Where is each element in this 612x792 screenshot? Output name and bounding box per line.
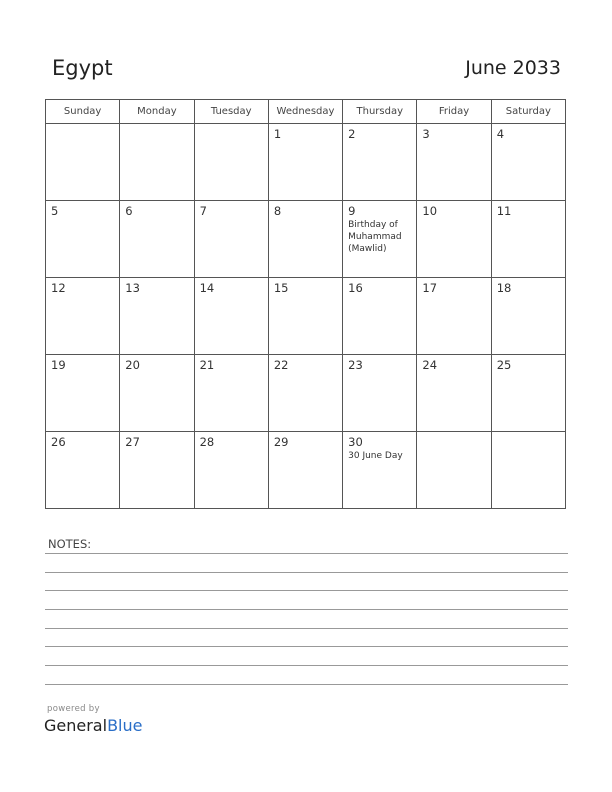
- day-cell: [343, 355, 417, 432]
- weekday-saturday: Saturday: [491, 100, 565, 124]
- day-cell: [491, 124, 565, 201]
- day-cell: [417, 278, 491, 355]
- weekday-thursday: Thursday: [343, 100, 417, 124]
- day-cell: [343, 278, 417, 355]
- day-cell: [343, 432, 417, 509]
- day-number: 19: [51, 358, 66, 372]
- day-number: 3: [422, 127, 430, 141]
- weekday-sunday: Sunday: [46, 100, 120, 124]
- country-title: Egypt: [52, 56, 113, 80]
- day-number: 27: [125, 435, 140, 449]
- day-cell: [343, 201, 417, 278]
- day-number: 11: [496, 204, 512, 218]
- day-number: 9: [348, 204, 356, 218]
- day-number: 12: [51, 281, 66, 295]
- day-cell: [120, 355, 194, 432]
- day-cell: [120, 201, 194, 278]
- day-cell: [194, 124, 268, 201]
- day-number: 15: [273, 281, 289, 295]
- day-number: 10: [422, 204, 438, 218]
- day-cell: [491, 201, 565, 278]
- day-cell: [343, 124, 417, 201]
- weekday-tuesday: Tuesday: [194, 100, 268, 124]
- day-cell: [491, 278, 565, 355]
- day-cell: [417, 355, 491, 432]
- day-number: 16: [348, 281, 363, 295]
- weekday-header-row: [46, 100, 566, 124]
- notes-line: [45, 646, 568, 647]
- day-number: 1: [273, 127, 282, 141]
- day-cell: [268, 355, 342, 432]
- weekday-monday: Monday: [120, 100, 194, 124]
- day-number: 5: [51, 204, 59, 218]
- week-row: [46, 432, 566, 509]
- notes-line: [45, 684, 568, 685]
- day-cell: [417, 201, 491, 278]
- logo-blue: Blue: [107, 716, 143, 735]
- notes-line: [45, 572, 568, 573]
- day-number: 20: [125, 358, 140, 372]
- day-number: 13: [125, 281, 140, 295]
- day-number: 14: [199, 281, 215, 295]
- day-cell: [46, 432, 120, 509]
- day-cell: [194, 355, 268, 432]
- day-cell: [46, 355, 120, 432]
- day-number: 21: [199, 358, 215, 372]
- weekday-friday: Friday: [417, 100, 491, 124]
- day-number: 28: [199, 435, 215, 449]
- day-number: 17: [422, 281, 438, 295]
- day-cell: [194, 278, 268, 355]
- day-cell: [120, 278, 194, 355]
- week-row: [46, 278, 566, 355]
- day-cell: [268, 278, 342, 355]
- day-cell: [491, 432, 565, 509]
- notes-label: NOTES:: [48, 537, 92, 551]
- day-cell: [417, 432, 491, 509]
- day-cell: [120, 124, 194, 201]
- weekday-wednesday: Wednesday: [268, 100, 342, 124]
- day-number: 7: [199, 204, 207, 218]
- notes-line: [45, 590, 568, 591]
- powered-by-text: powered by: [47, 704, 100, 714]
- calendar-grid: [45, 99, 566, 509]
- day-cell: [268, 432, 342, 509]
- day-cell: [268, 124, 342, 201]
- generalblue-logo[interactable]: [44, 716, 142, 735]
- week-row: [46, 355, 566, 432]
- day-number: 24: [422, 358, 438, 372]
- holiday-label: 30 June Day: [348, 451, 403, 461]
- day-number: 22: [273, 358, 289, 372]
- day-number: 30: [348, 435, 363, 449]
- day-cell: [46, 278, 120, 355]
- month-year-title: June 2033: [465, 57, 561, 79]
- day-number: 2: [348, 127, 356, 141]
- notes-line: [45, 628, 568, 629]
- notes-line: [45, 665, 568, 666]
- logo-general: General: [44, 716, 108, 735]
- day-cell: [491, 355, 565, 432]
- day-number: 18: [496, 281, 512, 295]
- notes-line: [45, 609, 568, 610]
- day-number: 26: [51, 435, 66, 449]
- holiday-label: Birthday of Muhammad (Mawlid): [348, 220, 402, 254]
- day-cell: [268, 201, 342, 278]
- day-number: 6: [125, 204, 133, 218]
- day-number: 8: [273, 204, 282, 218]
- day-cell: [417, 124, 491, 201]
- day-number: 4: [496, 127, 505, 141]
- day-cell: [46, 124, 120, 201]
- week-row: [46, 201, 566, 278]
- day-cell: [194, 432, 268, 509]
- day-cell: [120, 432, 194, 509]
- day-cell: [46, 201, 120, 278]
- day-number: 25: [496, 358, 512, 372]
- week-row: [46, 124, 566, 201]
- notes-line: [45, 553, 568, 554]
- day-number: 23: [348, 358, 363, 372]
- day-number: 29: [273, 435, 289, 449]
- day-cell: [194, 201, 268, 278]
